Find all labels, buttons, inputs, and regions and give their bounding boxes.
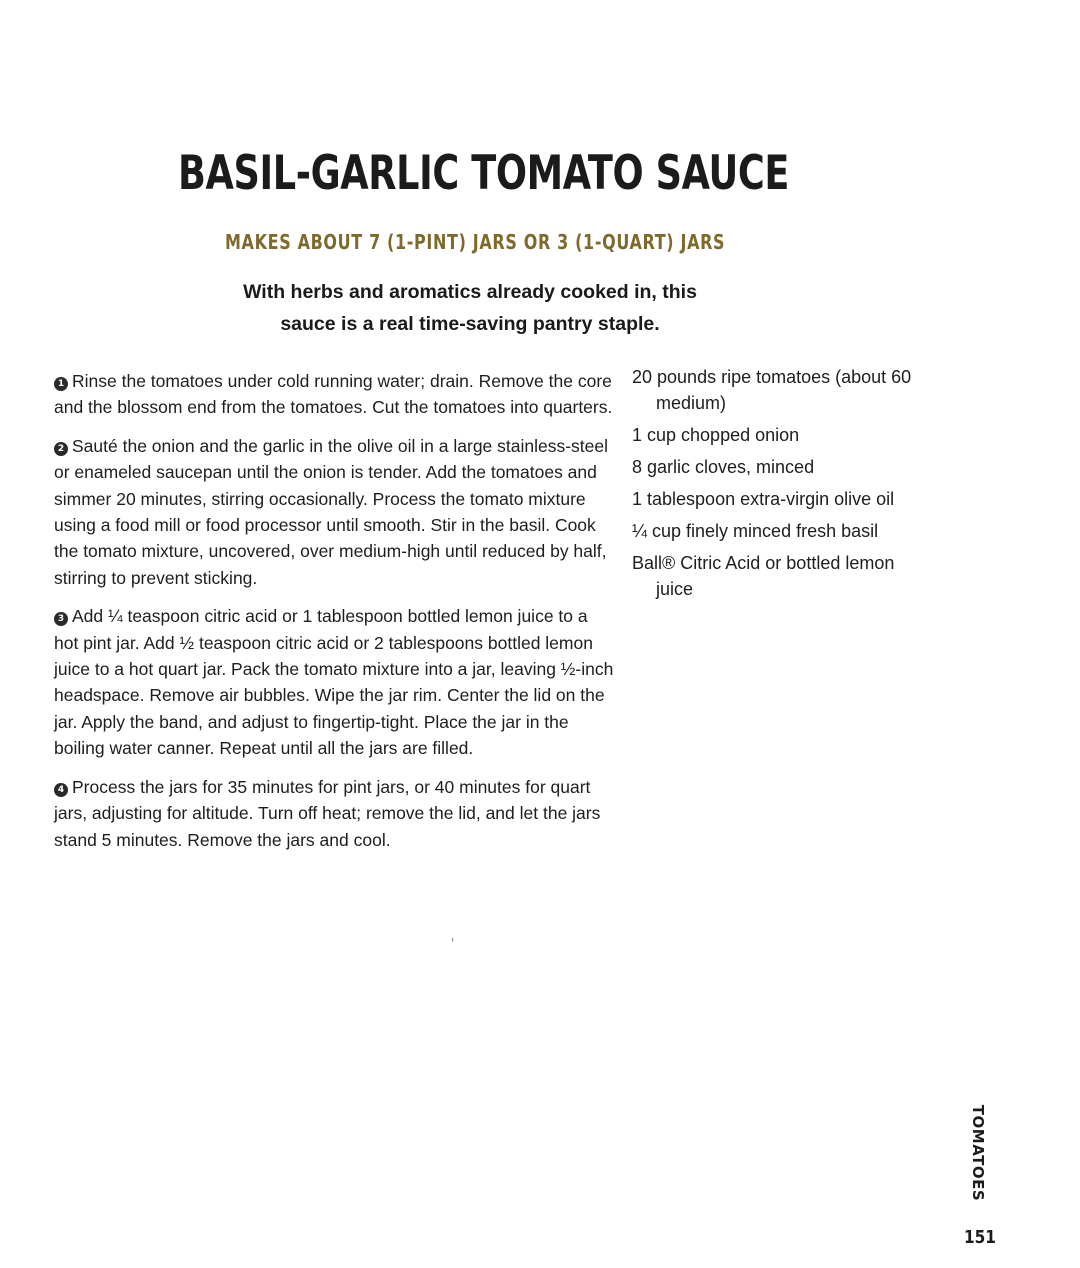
- recipe-yield: MAKES ABOUT 7 (1-PINT) JARS OR 3 (1-QUART) JARS: [225, 230, 726, 254]
- stray-mark: ': [451, 936, 455, 950]
- page-number: 151: [964, 1227, 996, 1248]
- section-tab: [966, 1104, 990, 1202]
- ingredient-item: 8 garlic cloves, minced: [632, 457, 815, 477]
- ingredient-list: [632, 364, 922, 608]
- ingredient-item: Ball® Citric Acid or bottled lemon juice: [632, 553, 895, 599]
- method-step-1: [54, 368, 614, 421]
- method-step-4: [54, 774, 614, 853]
- step-text: Sauté the onion and the garlic in the olive oil in a large stainless-steel or enameled saucepan until the onion is tender. Add the tomatoes and simmer 20 minutes, stirring occasionally. Process the tomato mixture using a food mill or food processor until smooth. Stir in the basil. Cook the tomato mixture, uncovered, over medium-high until reduced by half, stirring to prevent sticking.: [54, 435, 609, 588]
- step-number-badge: 4: [54, 783, 68, 797]
- method-step-3: [54, 603, 614, 761]
- step-text: Add ¼ teaspoon citric acid or 1 tablespoon bottled lemon juice to a hot pint jar. Add ½ teaspoon citric acid or 2 tablespoons bottled lemon juice to a hot quart jar. Pack the tomato mixture into a jar, leaving ½-inch headspace. Remove air bubbles. Wipe the jar rim. Center the lid on the jar. Apply the band, and adjust to fingertip-tight. Place the jar in the boiling water canner. Repeat until all the jars are filled.: [54, 606, 614, 759]
- step-number-badge: 1: [54, 377, 68, 391]
- step-text: Process the jars for 35 minutes for pint jars, or 40 minutes for quart jars, adjusting for altitude. Turn off heat; remove the lid, and let the jars stand 5 minutes. Remove the jars and cool.: [54, 776, 601, 850]
- step-text: Rinse the tomatoes under cold running water; drain. Remove the core and the blossom end from the tomatoes. Cut the tomatoes into quarters.: [54, 371, 613, 418]
- method-step-2: [54, 433, 614, 591]
- ingredient-item: ¼ cup finely minced fresh basil: [632, 521, 879, 541]
- step-number-badge: 3: [54, 612, 68, 626]
- ingredient-item: 20 pounds ripe tomatoes (about 60 medium): [632, 367, 912, 413]
- step-number-badge: 2: [54, 442, 68, 456]
- ingredient-item: 1 cup chopped onion: [632, 425, 800, 445]
- method-steps: [54, 368, 614, 865]
- ingredient-item: 1 tablespoon extra-virgin olive oil: [632, 489, 895, 509]
- section-label: TOMATOES: [969, 1104, 987, 1202]
- recipe-intro: With herbs and aromatics already cooked in, this sauce is a real time-saving pantry staple.: [243, 281, 697, 335]
- recipe-title: BASIL-GARLIC TOMATO SAUCE: [178, 146, 790, 201]
